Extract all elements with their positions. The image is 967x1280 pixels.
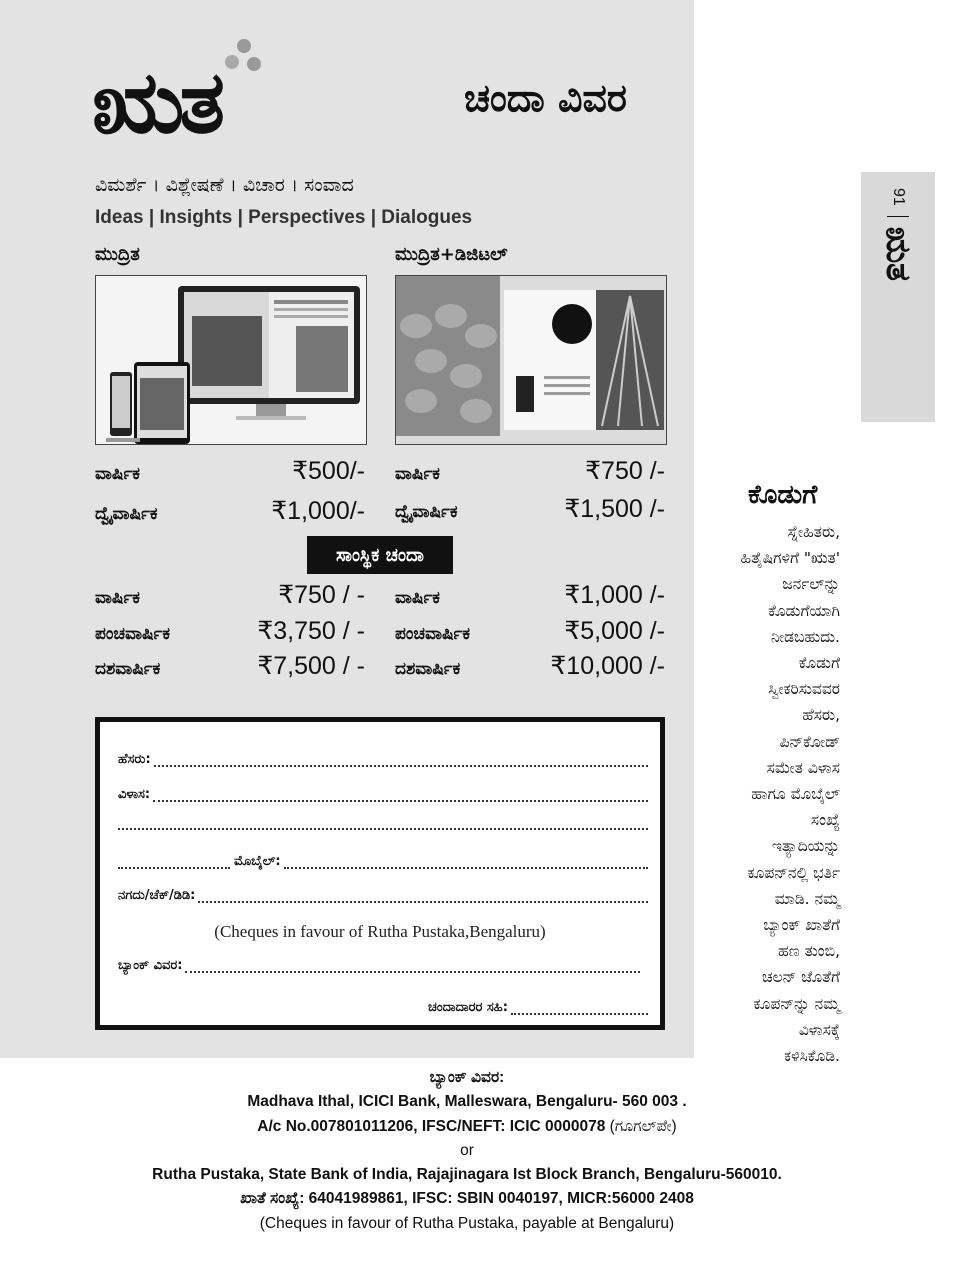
gift-line: ಇತ್ಯಾದಿಯನ್ನು bbox=[771, 837, 840, 856]
payment-mode-field[interactable] bbox=[118, 888, 648, 903]
digital-plan-label: ಮುದ್ರಿತ+ಡಿಜಿಟಲ್ bbox=[395, 244, 508, 265]
plan-label: ದಶವಾರ್ಷಿಕ bbox=[395, 659, 461, 679]
gift-line: ಪಿನ್‌ಕೋಡ್ bbox=[779, 732, 840, 751]
gift-line: ಹಾಗೂ ಮೊಬೈಲ್ bbox=[751, 785, 840, 804]
plan-price: ₹750 / - bbox=[278, 581, 365, 609]
signature-field[interactable] bbox=[428, 1000, 648, 1015]
sbi-account-line: Rutha Pustaka, State Bank of India, Rajajinagara Ist Block Branch, Bengaluru-560010. bbox=[152, 1166, 782, 1184]
digital-annual-row bbox=[395, 456, 665, 486]
plan-label: ವಾರ್ಷಿಕ bbox=[95, 464, 140, 484]
tagline-kannada: ವಿಮರ್ಶೆ । ವಿಶ್ಲೇಷಣೆ । ವಿಚಾರ । ಸಂವಾದ bbox=[95, 174, 354, 196]
gift-line: ನೀಡಬಹುದು. bbox=[771, 627, 840, 646]
name-label: ಹೆಸರು: bbox=[118, 752, 151, 767]
gift-line: ಮಾಡಿ. ನಮ್ಮ bbox=[774, 889, 840, 908]
gift-line: ಬ್ಯಾಂಕ್ ಖಾತೆಗೆ bbox=[763, 916, 840, 935]
digital-biennial-row bbox=[395, 494, 665, 524]
gift-description bbox=[741, 519, 841, 1069]
plan-price: ₹5,000 /- bbox=[564, 617, 665, 645]
inst-digital-5yr-row bbox=[395, 616, 665, 646]
gift-line: ಸ್ವೀಕರಿಸುವವರ bbox=[768, 680, 840, 699]
print-biennial-row bbox=[95, 496, 365, 526]
plan-price: ₹750 /- bbox=[585, 457, 665, 485]
gift-line: ಕೂಪನ್‌ನಲ್ಲಿ ಭರ್ತಿ bbox=[747, 863, 840, 882]
page-number: 91 bbox=[890, 188, 907, 206]
subscription-coupon-form bbox=[95, 717, 665, 1030]
icici-account-line: Madhava Ithal, ICICI Bank, Malleswara, Bengaluru- 560 003 . bbox=[247, 1093, 687, 1111]
inst-digital-annual-row bbox=[395, 580, 665, 610]
gift-line: ಸ್ನೇಹಿತರು, bbox=[787, 523, 840, 541]
mobile-label: ಮೊಬೈಲ್: bbox=[234, 854, 281, 869]
plan-label: ಪಂಚವಾರ್ಷಿಕ bbox=[395, 624, 470, 644]
gift-line: ಕೂಪನ್‌ನ್ನು ನಮ್ಮ bbox=[753, 994, 840, 1013]
name-field[interactable] bbox=[118, 752, 648, 767]
side-logo: ಋತ bbox=[878, 226, 918, 281]
gift-line: ಚಲನ್ ಜೊತೆಗೆ bbox=[762, 968, 840, 987]
plan-price: ₹1,500 /- bbox=[564, 495, 665, 523]
plan-label: ವಾರ್ಷಿಕ bbox=[395, 588, 440, 608]
gift-line: ಕಳಿಸಿಕೊಡಿ. bbox=[784, 1047, 840, 1066]
page-side-tab bbox=[861, 172, 935, 422]
plan-label: ವಾರ್ಷಿಕ bbox=[395, 464, 440, 484]
address-field[interactable] bbox=[118, 787, 648, 802]
plan-price: ₹500/- bbox=[292, 457, 365, 485]
gift-line: ಕೊಡುಗೆ bbox=[798, 654, 840, 673]
plan-label: ದಶವಾರ್ಷಿಕ bbox=[95, 659, 161, 679]
journal-logo bbox=[92, 38, 292, 158]
plan-label: ದ್ವೈವಾರ್ಷಿಕ bbox=[95, 504, 158, 524]
bank-details bbox=[0, 1066, 934, 1236]
inst-5yr-row bbox=[95, 616, 365, 646]
gift-line: ವಿಳಾಸಕ್ಕೆ bbox=[798, 1020, 840, 1039]
plan-price: ₹10,000 /- bbox=[550, 652, 665, 680]
digital-mockup-image bbox=[395, 275, 667, 445]
page-title: ಚಂದಾ ವಿವರ bbox=[464, 76, 627, 120]
logo-wordmark: ಋತ bbox=[92, 52, 222, 153]
signature-label: ಚಂದಾದಾರರ ಸಹಿ: bbox=[428, 1000, 508, 1015]
or-separator: or bbox=[460, 1141, 474, 1159]
sbi-account-number: ಖಾತೆ ಸಂಖ್ಯೆ: 64041989861, IFSC: SBIN 0040197, MICR:56000 2408 bbox=[240, 1190, 694, 1208]
tagline-english: Ideas | Insights | Perspectives | Dialogues bbox=[95, 207, 473, 228]
plan-price: ₹1,000/- bbox=[271, 497, 365, 525]
print-plan-label: ಮುದ್ರಿತ bbox=[95, 244, 140, 265]
address-label: ವಿಳಾಸ: bbox=[118, 787, 151, 802]
divider bbox=[887, 216, 909, 217]
inst-annual-row bbox=[95, 580, 365, 610]
bank-details-field[interactable] bbox=[118, 958, 640, 973]
print-annual-row bbox=[95, 456, 365, 486]
gift-line: ಕೊಡುಗೆಯಾಗಿ bbox=[768, 601, 840, 620]
cheque-note: (Cheques in favour of Rutha Pustaka,Bengaluru) bbox=[214, 922, 546, 941]
gift-line: ಹಣ ತುಂಬಿ, bbox=[777, 942, 840, 961]
address-line-2-field[interactable] bbox=[118, 820, 648, 830]
plan-price: ₹1,000 /- bbox=[564, 581, 665, 609]
plan-label: ವಾರ್ಷಿಕ bbox=[95, 588, 140, 608]
gift-title: ಕೊಡುಗೆ bbox=[748, 480, 818, 510]
gift-line: ಸಮೇತ ವಿಳಾಸ bbox=[766, 758, 840, 777]
inst-10yr-row bbox=[95, 651, 365, 681]
plan-label: ಪಂಚವಾರ್ಷಿಕ bbox=[95, 624, 170, 644]
gpay-note: (ಗೂಗಲ್‌ಪೇ) bbox=[605, 1117, 677, 1135]
print-mockup-image bbox=[95, 275, 367, 445]
plan-label: ದ್ವೈವಾರ್ಷಿಕ bbox=[395, 502, 458, 522]
plan-price: ₹7,500 / - bbox=[257, 652, 365, 680]
gift-line: ಸಂಖ್ಯೆ bbox=[810, 811, 840, 830]
payment-mode-label: ನಗದು/ಚೆಕ್/ಡಿಡಿ: bbox=[118, 888, 196, 903]
institutional-subscription-badge: ಸಾಂಸ್ಥಿಕ ಚಂದಾ bbox=[307, 536, 453, 574]
bank-heading: ಬ್ಯಾಂಕ್ ವಿವರ: bbox=[429, 1069, 505, 1086]
inst-digital-10yr-row bbox=[395, 651, 665, 681]
icici-account-number bbox=[0, 1115, 934, 1139]
bank-cheque-note: (Cheques in favour of Rutha Pustaka, payable at Bengaluru) bbox=[259, 1214, 675, 1232]
plan-price: ₹3,750 / - bbox=[257, 617, 365, 645]
mobile-field[interactable] bbox=[118, 854, 648, 869]
bank-details-label: ಬ್ಯಾಂಕ್ ವಿವರ: bbox=[118, 958, 183, 973]
gift-line: ಹಿತೈಷಿಗಳಿಗೆ "ಋತ' bbox=[740, 549, 840, 568]
gift-line: ಜರ್ನಲ್‌ನ್ನು bbox=[782, 575, 840, 594]
account-number-text: A/c No.007801011206, IFSC/NEFT: ICIC 0000078 bbox=[257, 1117, 606, 1135]
gift-line: ಹೆಸರು, bbox=[802, 706, 840, 725]
